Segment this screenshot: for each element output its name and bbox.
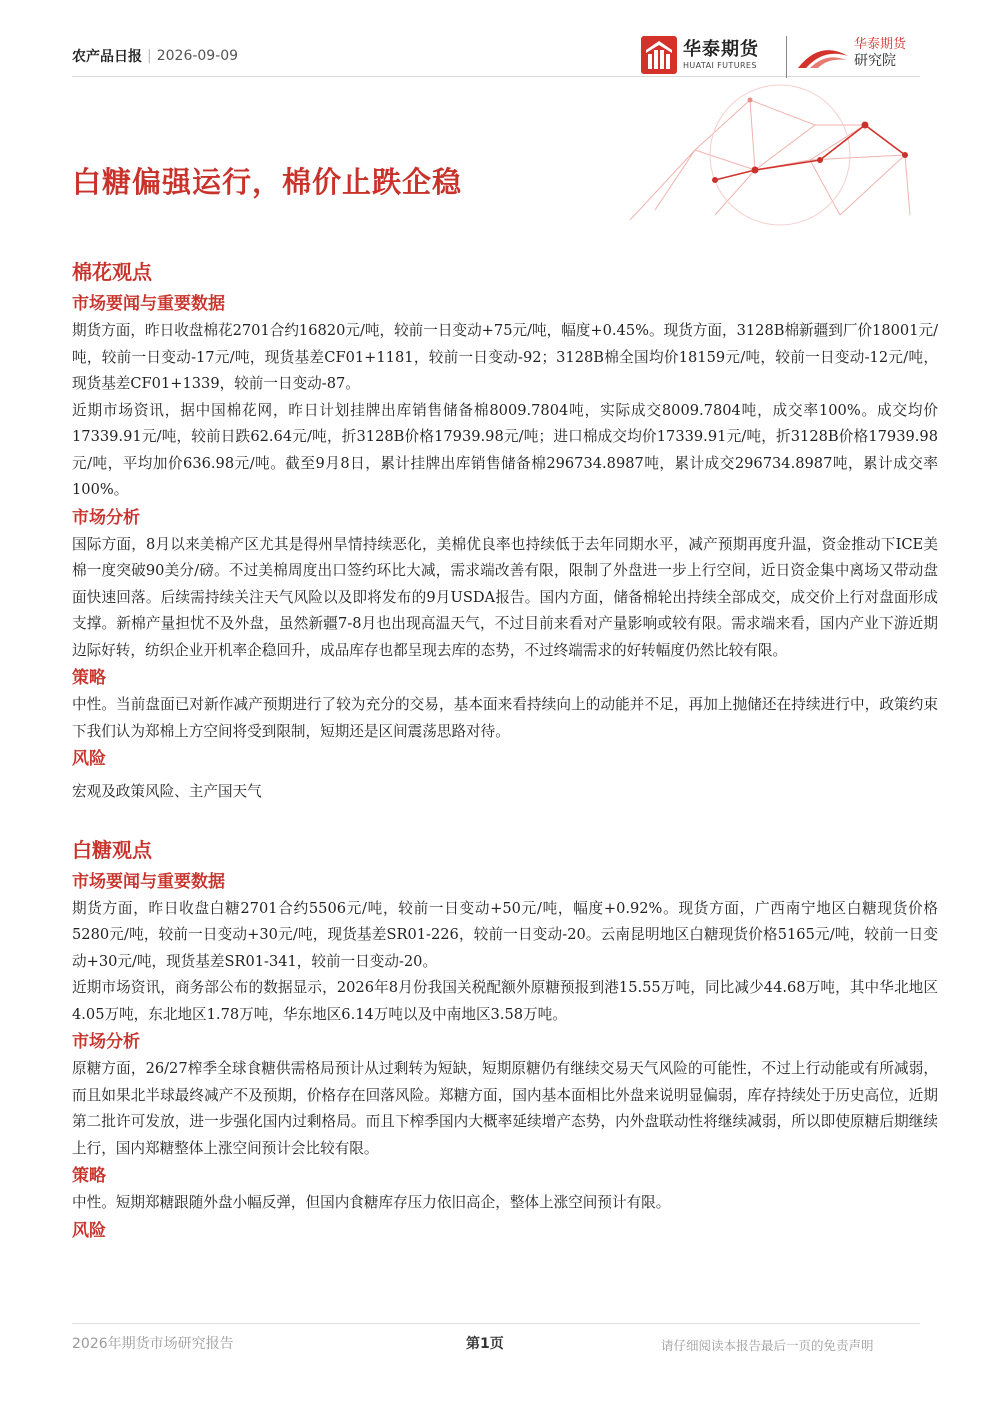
subheading-market-analysis: 市场分析: [72, 1032, 140, 1052]
page-number: 第1页: [466, 1336, 504, 1352]
subheading-market-news: 市场要闻与重要数据: [72, 294, 225, 314]
paragraph: 国际方面，8月以来美棉产区尤其是得州旱情持续恶化，美棉优良率也持续低于去年同期水平，减产预期再度升温，资金推动下ICE美棉一度突破90美分/磅。不过美棉周度出口签约环比大减，需求端改善有限，限制了外盘进一步上行空间，近日资金集中离场又带动盘面快速回落。后续需持续关注天气风险以及即将发布的9月USDA报告。国内方面，储备棉轮出持续全部成交，成交价上行对盘面形成支撑。新棉产量担忧不及外盘，虽然新疆7-8月也出现高温天气，不过目前来看对产量影响或较有限。需求端来看，国内产业下游近期边际好转，纺织企业开机率企稳回升，成品库存也都呈现去库的态势，不过终端需求的好转幅度仍然比较有限。: [72, 535, 938, 659]
subheading-strategy: 策略: [72, 1166, 106, 1186]
institute-swoosh-icon: [796, 36, 850, 72]
footer-report-name: 2026年期货市场研究报告: [72, 1336, 234, 1352]
header-separator: |: [147, 48, 152, 64]
report-body: [72, 254, 938, 1245]
report-type: 农产品日报: [72, 49, 142, 65]
logo-divider: [786, 36, 787, 78]
paragraph: 近期市场资讯，据中国棉花网，昨日计划挂牌出库销售储备棉8009.7804吨，实际成交8009.7804吨，成交率100%。成交均价17339.91元/吨，较前日跌62.64元/吨，折3128B价格17939.98元/吨；进口棉成交均价17339.91元/吨，折3128B价格17939.98元/吨，平均加价636.98元/吨。截至9月8日，累计挂牌出库销售储备棉296734.8987吨，累计成交296734.8987吨，累计成交率100%。: [72, 401, 938, 498]
paragraph: 宏观及政策风险、主产国天气: [72, 783, 262, 800]
section-heading: 白糖观点: [72, 837, 152, 862]
disclaimer-note: 请仔细阅读本报告最后一页的免责声明: [661, 1338, 874, 1353]
report-header: [72, 46, 238, 66]
paragraph: 原糖方面，26/27榨季全球食糖供需格局预计从过剩转为短缺，短期原糖仍有继续交易天气风险的可能性，不过上行动能或有所减弱，而且如果北半球最终减产不及预期，价格存在回落风险。郑糖方面，国内基本面相比外盘来说明显偏弱，库存持续处于历史高位，近期第二批许可发放，进一步强化国内过剩格局。而且下榨季国内大概率延续增产态势，内外盘联动性将继续减弱，所以即使原糖后期继续上行，国内郑糖整体上涨空间预计会比较有限。: [72, 1060, 938, 1157]
section-heading: 棉花观点: [72, 260, 152, 284]
logo-english: HUATAI FUTURES: [683, 60, 757, 70]
subheading-risk: 风险: [72, 749, 106, 769]
subheading-market-analysis: 市场分析: [72, 507, 140, 528]
paragraph: 期货方面，昨日收盘棉花2701合约16820元/吨，较前一日变动+75元/吨，幅度+0.45%。现货方面，3128B棉新疆到厂价18001元/吨，较前一日变动-17元/吨，现货基差CF01+1181，较前一日变动-92；3128B棉全国均价18159元/吨，较前一日变动-12元/吨，现货基差CF01+1339，较前一日变动-87。: [72, 322, 938, 392]
institute-logo: [796, 36, 906, 72]
subheading-risk: 风险: [72, 1220, 106, 1241]
institute-brand: 华泰期货: [854, 37, 907, 53]
report-date: 2026-09-09: [156, 48, 239, 64]
institute-name: 研究院: [854, 53, 896, 70]
cotton-section: [72, 254, 938, 806]
footer-divider: [72, 1323, 920, 1324]
paragraph: 近期市场资讯，商务部公布的数据显示，2026年8月份我国关税配额外原糖预报到港15.55万吨，同比减少44.68万吨，其中华北地区4.05万吨，东北地区1.78万吨，华东地区6.14万吨以及中南地区3.58万吨。: [72, 979, 938, 1023]
header-divider: [72, 76, 920, 77]
paragraph: 中性。当前盘面已对新作减产预期进行了较为充分的交易，基本面来看持续向上的动能并不足，再加上抛储还在持续进行中，政策约束下我们认为郑棉上方空间将受到限制，短期还是区间震荡思路对待。: [72, 696, 938, 740]
logo-chinese: 华泰期货: [683, 38, 759, 60]
subheading-market-news: 市场要闻与重要数据: [72, 871, 225, 892]
huatai-logo: [641, 36, 759, 74]
page-title: 白糖偏强运行，棉价止跌企稳: [72, 165, 463, 199]
sugar-section: [72, 832, 938, 1245]
huatai-logo-icon: [641, 36, 677, 74]
network-graphic: [600, 80, 930, 230]
paragraph: 期货方面，昨日收盘白糖2701合约5506元/吨，较前一日变动+50元/吨，幅度+0.92%。现货方面，广西南宁地区白糖现货价格5280元/吨，较前一日变动+30元/吨，现货基差SR01-226，较前一日变动-20。云南昆明地区白糖现货价格5165元/吨，较前一日变动+30元/吨，现货基差SR01-341，较前一日变动-20。: [72, 899, 938, 970]
subheading-strategy: 策略: [72, 668, 106, 688]
paragraph: 中性。短期郑糖跟随外盘小幅反弹，但国内食糖库存压力依旧高企，整体上涨空间预计有限。: [72, 1194, 671, 1211]
